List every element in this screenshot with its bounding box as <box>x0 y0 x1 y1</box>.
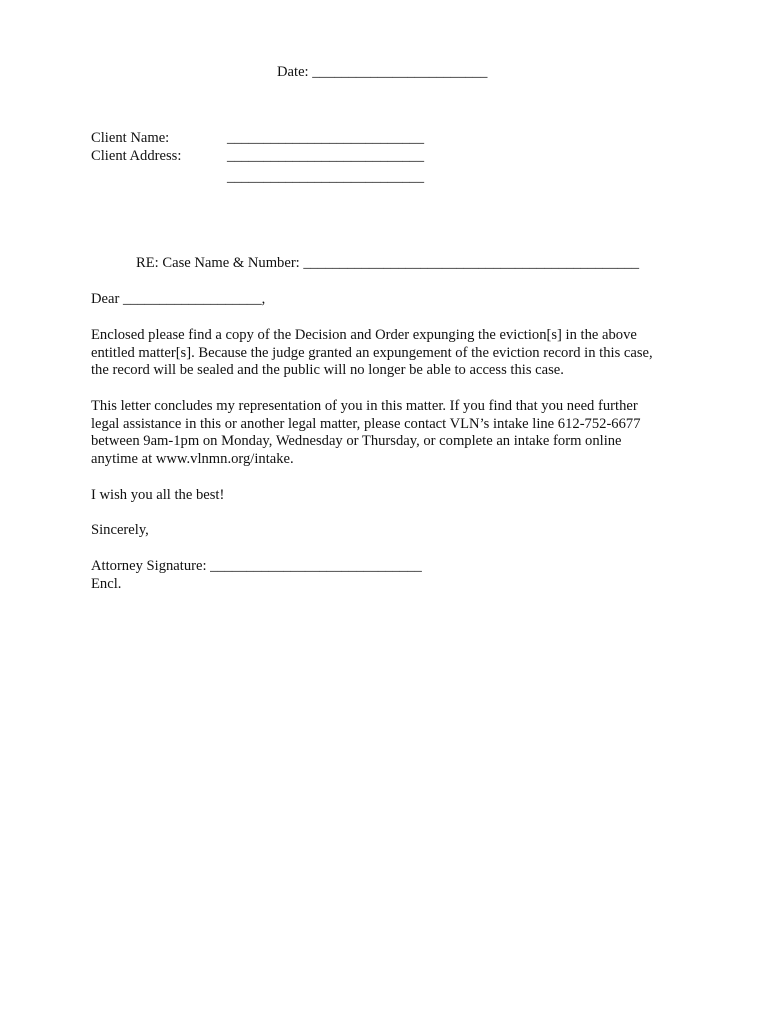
closing-sincerely: Sincerely, <box>91 522 149 538</box>
body-paragraph-2 <box>91 398 691 468</box>
attorney-signature-line: Attorney Signature: _____________________________ <box>91 558 422 574</box>
client-address-blank-2: ___________________________ <box>227 169 425 185</box>
paragraph-line: the record will be sealed and the public will no longer be able to access this case. <box>91 362 564 379</box>
paragraph-line: legal assistance in this or another legal matter, please contact VLN’s intake line 612-752-6677 <box>91 415 641 432</box>
re-case-line: RE: Case Name & Number: ______________________________________________ <box>136 255 640 271</box>
enclosure-note: Encl. <box>91 576 122 592</box>
date-line: Date: ________________________ <box>277 64 488 80</box>
paragraph-line: anytime at www.vlnmn.org/intake. <box>91 450 294 467</box>
paragraph-line: This letter concludes my representation of you in this matter. If you find that you need further <box>91 398 638 414</box>
client-name-label: Client Name: <box>91 130 170 146</box>
salutation: Dear ___________________, <box>91 291 266 307</box>
client-address-blank-1: ___________________________ <box>227 148 425 164</box>
paragraph-line: entitled matter[s]. Because the judge granted an expungement of the eviction record in this case, <box>91 344 653 361</box>
client-address-label: Client Address: <box>91 148 182 164</box>
paragraph-line: Enclosed please find a copy of the Decision and Order expunging the eviction[s] in the above <box>91 327 637 343</box>
paragraph-line: between 9am-1pm on Monday, Wednesday or Thursday, or complete an intake form online <box>91 433 622 450</box>
client-name-blank: ___________________________ <box>227 130 425 146</box>
well-wishes-line: I wish you all the best! <box>91 487 225 503</box>
body-paragraph-1 <box>91 327 691 380</box>
